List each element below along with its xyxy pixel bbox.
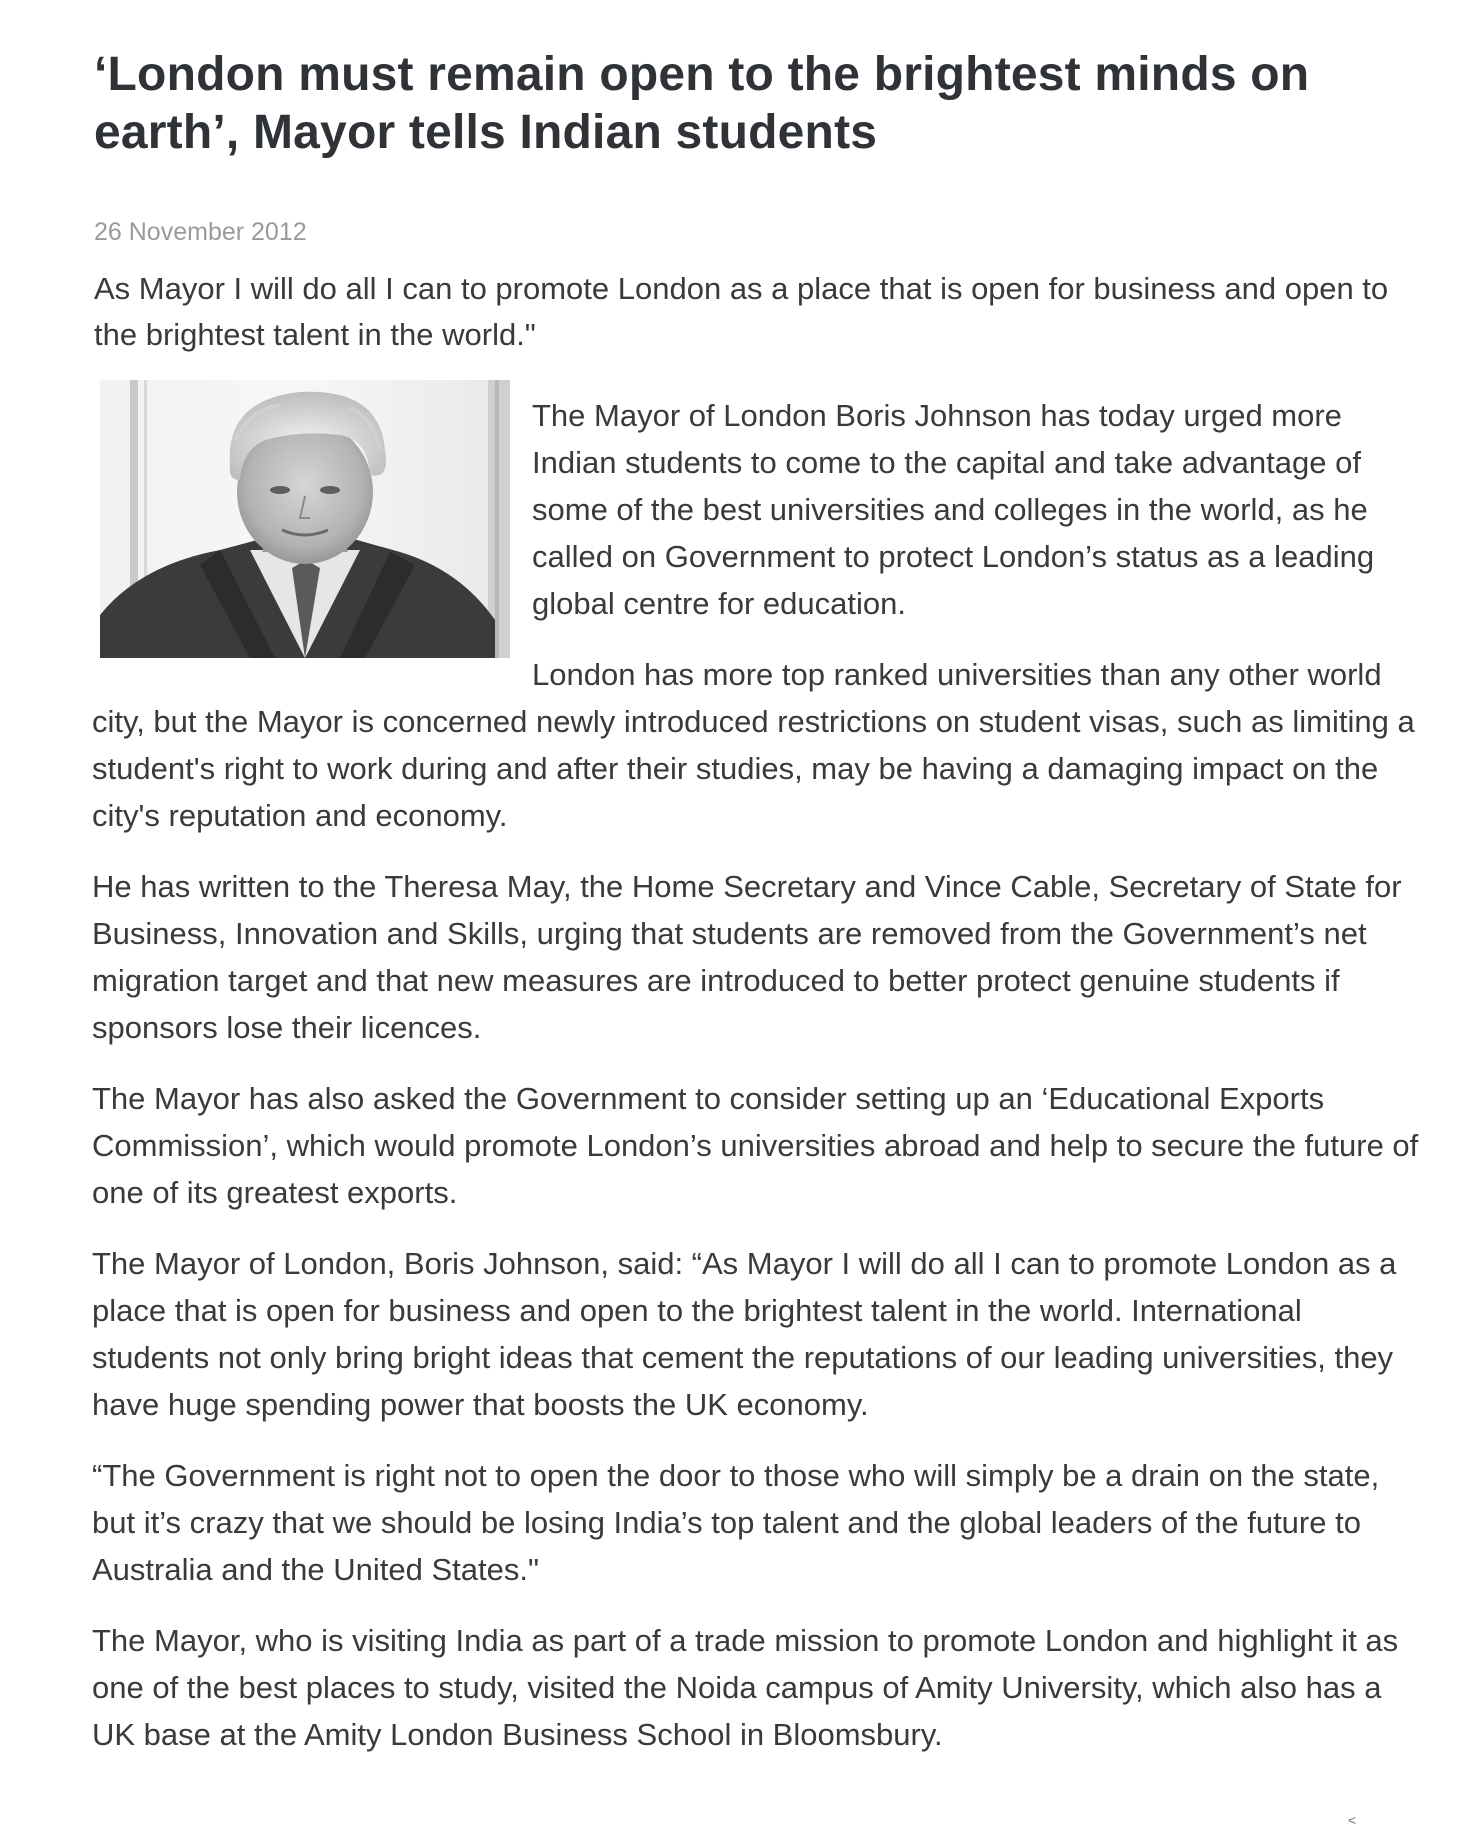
article-paragraph: “The Government is right not to open the door to those who will simply be a drain on the state, but it’s crazy that we should be losing India’s top talent and the global leaders of the future to Australia and the United States." [92, 1458, 1380, 1587]
article-headline: ‘London must remain open to the brightest minds on earth’, Mayor tells Indian students [94, 48, 1310, 159]
article-date: 26 November 2012 [94, 218, 307, 246]
article-paragraph: The Mayor has also asked the Government to consider setting up an ‘Educational Exports Commission’, which would promote London’s universities abroad and help to secure the future of one of its greatest exports. [92, 1081, 1419, 1210]
article-paragraph: London has more top ranked universities than any other world city, but the Mayor is concerned newly introduced restrictions on student visas, such as limiting a student's right to work during and after their studies, may be having a damaging impact on the city's reputation and economy. [92, 657, 1415, 833]
photo-text-wrap-spacer [92, 392, 532, 660]
article-paragraph: He has written to the Theresa May, the Home Secretary and Vince Cable, Secretary of State for Business, Innovation and Skills, urging that students are removed from the Government’s net migration target and that new measures are introduced to better protect genuine students if sponsors lose their licences. [92, 869, 1402, 1045]
article-lead-quote: As Mayor I will do all I can to promote London as a place that is open for business and open to the brightest talent in the world." [94, 271, 1389, 352]
article-body [92, 392, 1422, 1782]
scan-speck: ˂ [1348, 1812, 1357, 1828]
article-paragraph: The Mayor of London Boris Johnson has today urged more Indian students to come to the capital and take advantage of some of the best universities and colleges in the world, as he called on Government to protect London’s status as a leading global centre for education. [532, 398, 1375, 621]
article-paragraph: The Mayor of London, Boris Johnson, said: “As Mayor I will do all I can to promote London as a place that is open for business and open to the brightest talent in the world. International students not only bring bright ideas that cement the reputations of our leading universities, they have huge spending power that boosts the UK economy. [92, 1246, 1397, 1422]
article-paragraph: The Mayor, who is visiting India as part of a trade mission to promote London and highlight it as one of the best places to study, visited the Noida campus of Amity University, which also has a UK base at the Amity London Business School in Bloomsbury. [92, 1623, 1399, 1752]
